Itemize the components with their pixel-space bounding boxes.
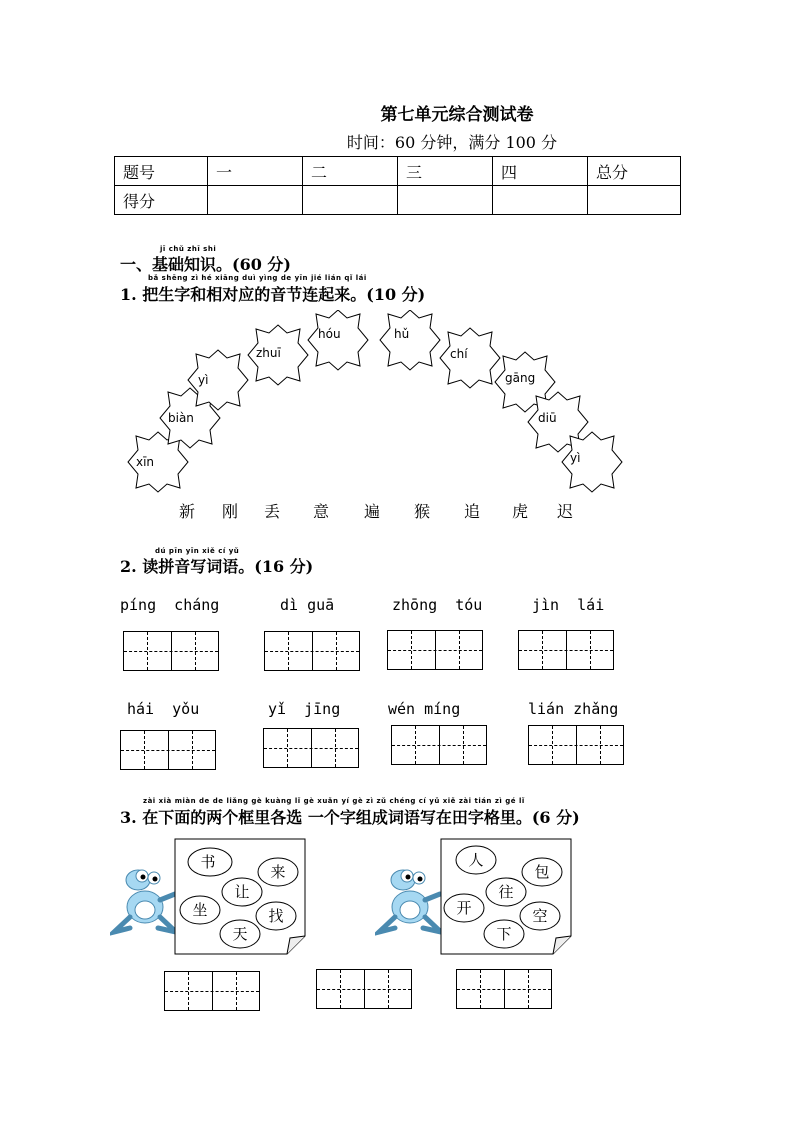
section1-title: 一、基础知识。(60 分): [120, 255, 291, 274]
score-table-header-row: [115, 157, 681, 186]
answer-grid[interactable]: [120, 730, 216, 770]
star-label: yì: [198, 373, 209, 387]
score-input-cell[interactable]: [493, 186, 588, 215]
q3-pinyin: zài xià miàn de de liǎng gè kuàng lǐ gè xuǎn yí gè zì zǔ chéng cí yǔ xiě zài tián zì gé lǐ: [143, 797, 525, 805]
star-zhui[interactable]: [248, 325, 308, 385]
answer-grid[interactable]: [518, 630, 614, 670]
word-box-1: [174, 838, 308, 956]
q1-pinyin: bǎ shēng zì hé xiāng duì yìng de yīn jié lián qǐ lái: [148, 274, 367, 282]
star-hu[interactable]: [380, 310, 440, 370]
page-title: 第七单元综合测试卷: [380, 105, 534, 125]
score-cell: 题号: [115, 157, 208, 186]
answer-grid[interactable]: [264, 631, 360, 671]
score-cell: 得分: [115, 186, 208, 215]
q2-word-pinyin: jìn lái: [532, 596, 605, 614]
frog-icon: [375, 862, 445, 937]
q2-word-pinyin: hái yǒu: [127, 700, 200, 718]
char-item[interactable]: 虎: [512, 502, 529, 521]
q3-title: 3. 在下面的两个框里各选 一个字组成词语写在田字格里。(6 分): [120, 808, 580, 827]
q2-title: 2. 读拼音写词语。(16 分): [120, 557, 314, 576]
score-input-cell[interactable]: [303, 186, 398, 215]
char-item[interactable]: 迟: [557, 502, 574, 521]
char-item[interactable]: 追: [464, 502, 481, 521]
char-item[interactable]: 丢: [264, 502, 281, 521]
score-input-cell[interactable]: [588, 186, 681, 215]
star-label: chí: [450, 347, 468, 361]
box1-char[interactable]: 来: [270, 863, 286, 881]
score-cell: 四: [493, 157, 588, 186]
char-item[interactable]: 猴: [414, 502, 431, 521]
score-input-cell[interactable]: [208, 186, 303, 215]
box1-char[interactable]: 天: [232, 925, 248, 943]
answer-grid[interactable]: [164, 971, 260, 1011]
q2-word-pinyin: wén míng: [388, 700, 461, 718]
char-item[interactable]: 遍: [364, 502, 381, 521]
answer-grid[interactable]: [263, 728, 359, 768]
time-info: 时间：60 分钟，满分 100 分: [346, 133, 558, 152]
word-box-2: [440, 838, 574, 956]
star-chi[interactable]: [440, 328, 500, 388]
star-label: gāng: [505, 371, 536, 385]
answer-grid[interactable]: [528, 725, 624, 765]
q2-pinyin: dú pīn yīn xiě cí yǔ: [155, 547, 240, 555]
star-label: hǔ: [394, 327, 410, 341]
score-cell: 一: [208, 157, 303, 186]
box1-char[interactable]: 让: [234, 883, 250, 901]
star-yi-2[interactable]: [562, 432, 622, 492]
star-yi-1[interactable]: [188, 350, 248, 410]
box2-char[interactable]: 开: [456, 899, 472, 917]
char-item[interactable]: 新: [179, 502, 196, 521]
star-arc: [120, 310, 640, 500]
box1-char[interactable]: 找: [268, 907, 284, 925]
char-item[interactable]: 意: [313, 502, 330, 521]
score-table: [114, 156, 681, 215]
box1-char[interactable]: 书: [200, 853, 216, 871]
score-cell: 总分: [588, 157, 681, 186]
answer-grid[interactable]: [316, 969, 412, 1009]
score-input-cell[interactable]: [398, 186, 493, 215]
q2-word-pinyin: yǐ jīng: [268, 700, 341, 718]
star-label: diū: [538, 411, 557, 425]
q2-word-pinyin: lián zhǎng: [528, 700, 619, 718]
answer-grid[interactable]: [391, 725, 487, 765]
box1-char[interactable]: 坐: [192, 901, 208, 919]
star-label: zhuī: [256, 346, 281, 360]
q1-title: 1. 把生字和相对应的音节连起来。(10 分): [120, 285, 426, 304]
q2-word-pinyin: píng cháng: [120, 596, 220, 614]
box2-char[interactable]: 包: [534, 863, 550, 881]
answer-grid[interactable]: [456, 969, 552, 1009]
answer-grid[interactable]: [387, 630, 483, 670]
box2-char[interactable]: 空: [532, 907, 548, 925]
score-cell: 三: [398, 157, 493, 186]
section1-pinyin: jī chǔ zhī shi: [160, 245, 217, 253]
box2-char[interactable]: 下: [496, 925, 512, 943]
star-label: hóu: [318, 327, 341, 341]
frog-icon: [110, 862, 180, 937]
star-label: yì: [570, 451, 581, 465]
star-label: xīn: [136, 455, 155, 469]
box2-char[interactable]: 往: [498, 883, 514, 901]
answer-grid[interactable]: [123, 631, 219, 671]
score-cell: 二: [303, 157, 398, 186]
q2-word-pinyin: zhōng tóu: [392, 596, 483, 614]
q2-word-pinyin: dì guā: [280, 596, 335, 614]
box2-char[interactable]: 人: [468, 851, 484, 869]
star-label: biàn: [168, 411, 194, 425]
score-table-score-row: [115, 186, 681, 215]
star-hou[interactable]: [308, 310, 368, 370]
char-item[interactable]: 刚: [222, 502, 239, 521]
